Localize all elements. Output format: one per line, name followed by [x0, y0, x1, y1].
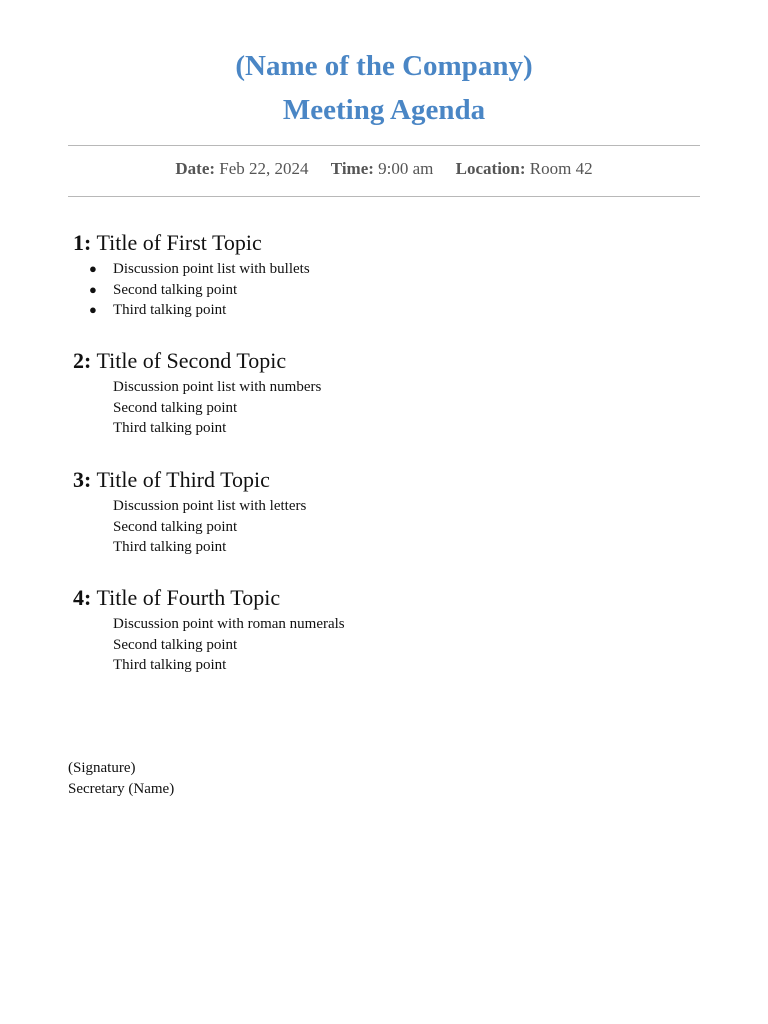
list-item: Discussion point list with letters [113, 498, 307, 514]
meeting-location [456, 159, 593, 178]
topic-3 [73, 467, 306, 558]
topic-number: 2: [73, 348, 92, 373]
time-value: 9:00 am [378, 159, 434, 178]
time-label: Time: [330, 159, 374, 178]
location-value: Room 42 [529, 159, 593, 178]
topic-4 [73, 585, 345, 676]
top-divider [68, 145, 700, 146]
date-label: Date: [175, 159, 216, 178]
list-item [73, 259, 310, 280]
topic-number: 3: [73, 467, 92, 492]
bullet-icon: ● [89, 302, 97, 317]
list-item: Third talking point [113, 657, 227, 673]
list-item: Second talking point [113, 399, 238, 416]
bottom-divider [68, 196, 700, 197]
date-value: Feb 22, 2024 [219, 159, 309, 178]
topic-heading [73, 230, 310, 256]
list-item: Third talking point [113, 420, 227, 436]
document-title: Meeting Agenda [282, 94, 486, 126]
list-item: Second talking point [113, 518, 238, 535]
topic-title: Title of Second Topic [96, 348, 287, 373]
meeting-time [331, 159, 434, 178]
bullet-icon: ● [89, 261, 97, 276]
meeting-details [0, 159, 768, 179]
point-text: Second talking point [113, 281, 238, 298]
signature-line: (Signature) [68, 760, 136, 776]
topic-title: Title of First Topic [96, 230, 262, 255]
list-item [73, 300, 310, 321]
company-name: (Name of the Company) [235, 50, 533, 82]
list-item: Third talking point [113, 539, 227, 555]
topic-title: Title of Third Topic [96, 467, 270, 492]
point-text: Discussion point list with bullets [113, 261, 310, 277]
discussion-points [73, 259, 310, 321]
discussion-points [73, 496, 306, 558]
topic-number: 1: [73, 230, 92, 255]
point-text: Third talking point [113, 302, 227, 318]
list-item: Second talking point [113, 636, 238, 653]
secretary-name: Secretary (Name) [68, 781, 175, 797]
discussion-points [73, 377, 321, 439]
topic-heading [73, 348, 321, 374]
list-item [73, 280, 310, 301]
topic-1 [73, 230, 310, 321]
topic-heading [73, 585, 345, 611]
topic-number: 4: [73, 585, 92, 610]
topic-title: Title of Fourth Topic [96, 585, 281, 610]
meeting-date [175, 159, 308, 178]
signature-block [68, 758, 174, 800]
bullet-icon: ● [89, 281, 97, 297]
discussion-points [73, 614, 345, 676]
list-item: Discussion point list with numbers [113, 379, 322, 395]
location-label: Location: [455, 159, 526, 178]
list-item: Discussion point with roman numerals [113, 616, 345, 632]
topic-2 [73, 348, 321, 439]
topic-heading [73, 467, 306, 493]
